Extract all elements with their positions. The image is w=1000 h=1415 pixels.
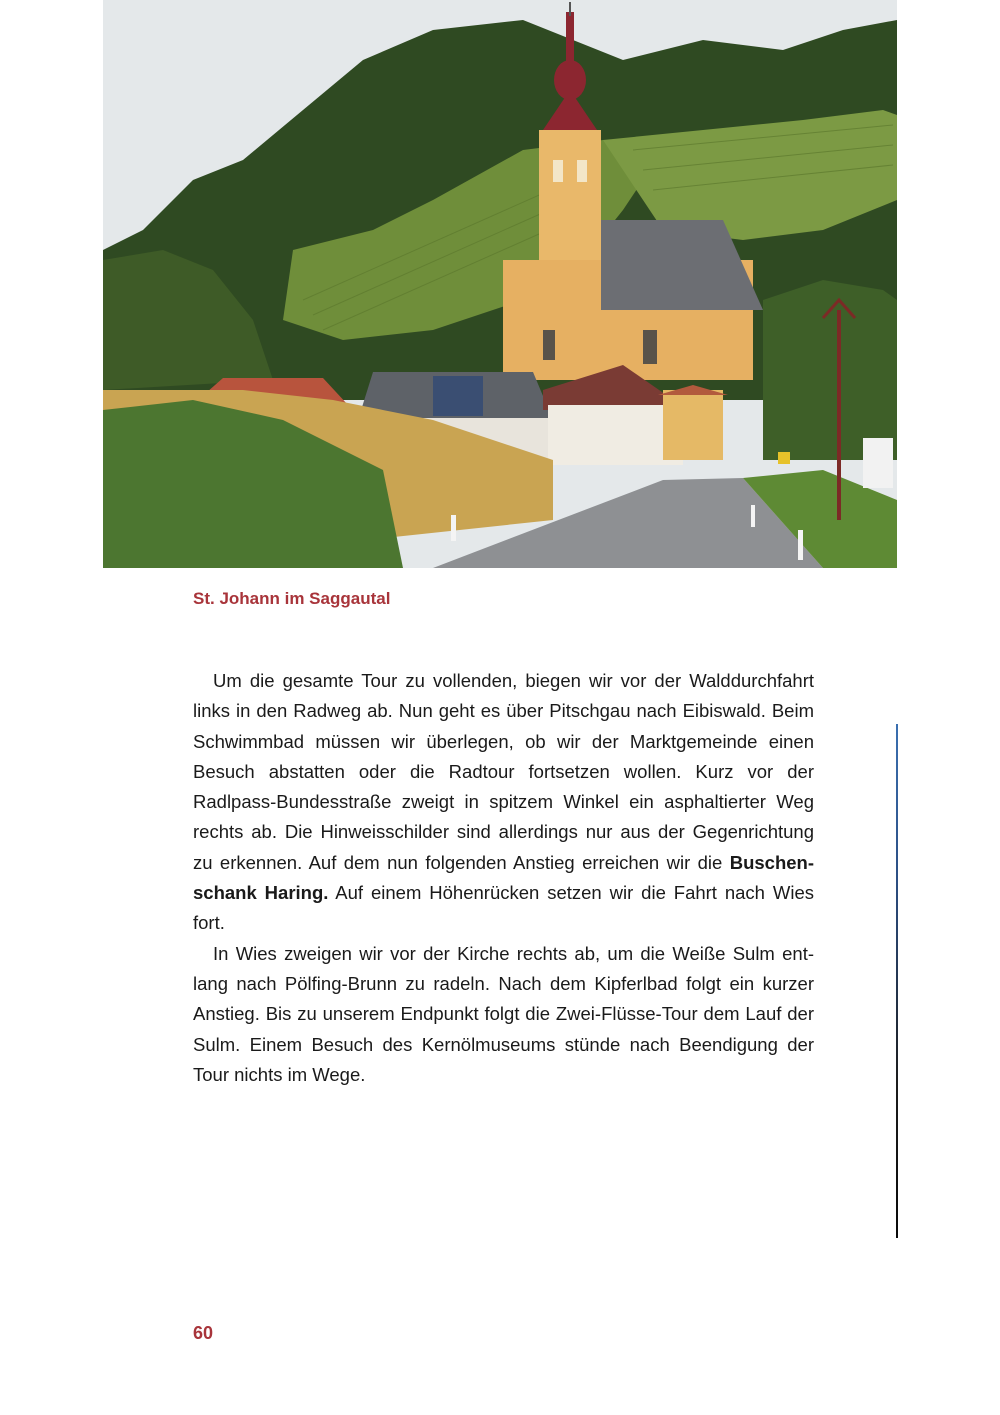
church-landscape-photo [103, 0, 897, 568]
church-landscape-image [103, 0, 897, 568]
paragraph-text: Auf einem Höhenrücken setzen wir die Fahrt nach Wies fort. [193, 882, 814, 934]
paragraph [193, 666, 814, 939]
place-highlight: Buschen-schank Haring. [193, 851, 814, 904]
delineator-post [451, 515, 456, 541]
house-wall [548, 405, 683, 465]
delineator-post [798, 530, 803, 560]
tower-window [577, 160, 587, 182]
delineator-post [751, 505, 755, 527]
photo-caption: St. Johann im Saggautal [193, 589, 391, 608]
tower-cross [569, 2, 571, 16]
road-sign [863, 438, 893, 488]
yellow-sign [778, 452, 790, 464]
lamp-post [837, 310, 841, 520]
article-body [193, 666, 814, 1090]
church-window [543, 330, 555, 360]
solar-panel [433, 376, 483, 416]
paragraph-text: Um die gesamte Tour zu vollenden, biegen wir vor der Walddurchfahrt links in den Radweg ab. Nun geht es über Pitschgau nach Eibiswald. Beim Schwimmbad müssen wir überlegen, ob wir der Marktgemeinde einen Besuch abstatten oder die Radtour fortsetzen wollen. Kurz vor der Radlpass-Bundesstraße zweigt in spitzem Winkel ein asphaltierter Weg rechts ab. Die Hinweisschilder sind allerdings nur aus der Gegenrichtung zu erkennen. Auf dem nun folgenden Anstieg erreichen wir die [193, 670, 814, 873]
paragraph: In Wies zweigen wir vor der Kirche rechts ab, um die Weiße Sulm ent-lang nach Pölfing-Brunn zu radeln. Nach dem Kipferlbad folgt ein kurzer Anstieg. Bis zu unserem Endpunkt folgt die Zwei-Flüsse-Tour dem Lauf der Sulm. Einem Besuch des Kernölmuseums stünde nach Beendigung der Tour nichts im Wege. [193, 942, 814, 1085]
trees-right [763, 280, 897, 460]
page-number: 60 [193, 1323, 214, 1343]
tower-spire [566, 12, 574, 72]
tower-window [553, 160, 563, 182]
church-window [643, 330, 657, 364]
yellow-house [663, 390, 723, 460]
margin-rule [896, 724, 898, 1238]
